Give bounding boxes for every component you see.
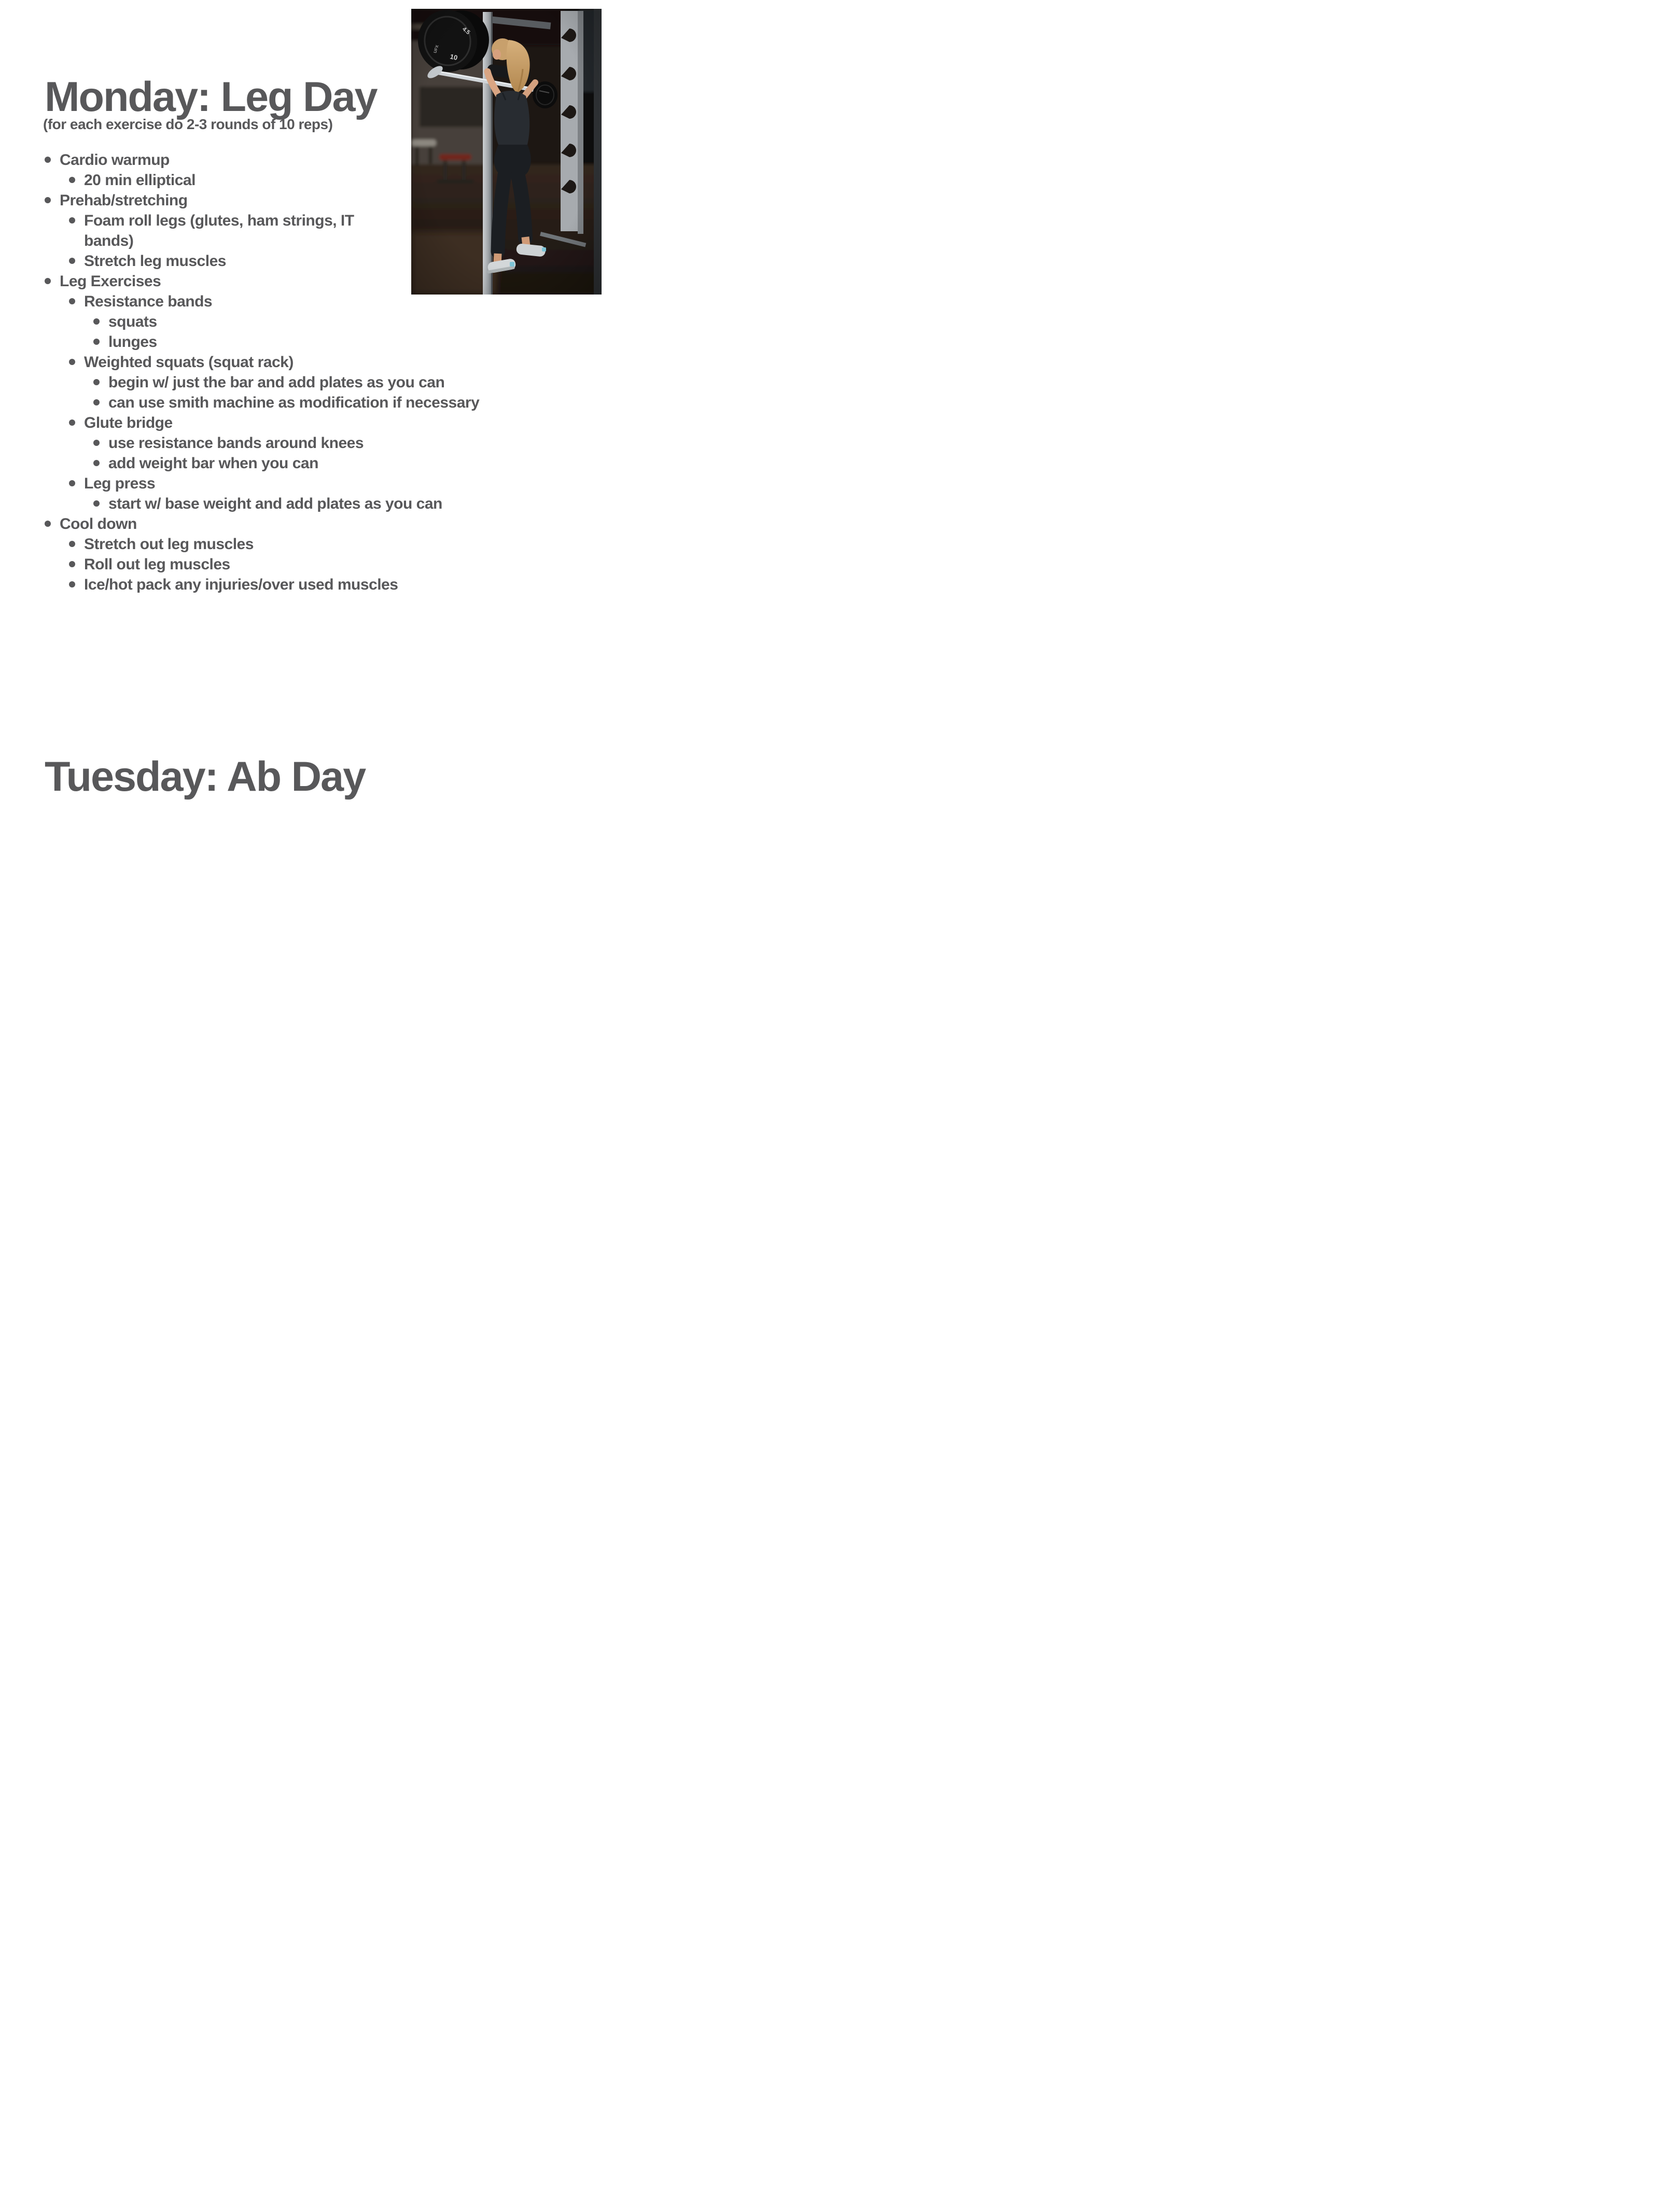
- bullet-icon: [69, 298, 75, 304]
- list-item-text: Foam roll legs (glutes, ham strings, IT: [84, 212, 354, 229]
- monday-subtitle: (for each exercise do 2-3 rounds of 10 reps): [43, 116, 333, 132]
- list-item: [0, 312, 622, 332]
- list-item-text: Cardio warmup: [60, 151, 170, 169]
- list-item: [0, 413, 622, 433]
- list-item: [0, 494, 622, 514]
- list-item-text: begin w/ just the bar and add plates as you can: [108, 374, 445, 391]
- list-item: [0, 372, 622, 393]
- bullet-icon: [69, 359, 75, 365]
- bullet-icon: [45, 278, 51, 284]
- list-item-text: add weight bar when you can: [108, 455, 318, 472]
- photo-vignette: [411, 9, 602, 295]
- page-title-tuesday: Tuesday: Ab Day: [45, 753, 366, 801]
- list-item-text: Resistance bands: [84, 293, 213, 310]
- gym-squat-photo: [411, 9, 602, 295]
- bullet-icon: [93, 440, 100, 446]
- bullet-icon: [93, 460, 100, 466]
- list-item: [0, 393, 622, 413]
- bullet-icon: [45, 521, 51, 527]
- list-item-text: lunges: [108, 333, 157, 351]
- workout-plan-page: [0, 0, 622, 829]
- list-item: [0, 514, 622, 534]
- list-item: [0, 473, 622, 494]
- list-item: [0, 352, 622, 372]
- gym-squat-photo-illustration: [411, 9, 602, 295]
- list-item: [0, 453, 622, 473]
- list-item-text: squats: [108, 313, 157, 330]
- list-item-text: Leg Exercises: [60, 273, 161, 290]
- list-item-text: 20 min elliptical: [84, 172, 196, 189]
- bullet-icon: [93, 500, 100, 507]
- list-item-text: Prehab/stretching: [60, 192, 188, 209]
- list-item-text: Glute bridge: [84, 414, 173, 431]
- bullet-icon: [69, 541, 75, 547]
- list-item-text: can use smith machine as modification if necessary: [108, 394, 480, 411]
- bullet-icon: [45, 157, 51, 163]
- list-item-text: Leg press: [84, 475, 156, 492]
- list-item-text: Ice/hot pack any injuries/over used muscles: [84, 576, 398, 593]
- list-item-text: Weighted squats (squat rack): [84, 354, 294, 371]
- list-item: [0, 332, 622, 352]
- list-item-text: Stretch out leg muscles: [84, 536, 254, 553]
- bullet-icon: [69, 480, 75, 486]
- bullet-icon: [45, 197, 51, 203]
- list-item-text: start w/ base weight and add plates as you can: [108, 495, 442, 512]
- list-item: [0, 534, 622, 554]
- bullet-icon: [93, 379, 100, 385]
- list-item: [0, 554, 622, 575]
- bullet-icon: [69, 419, 75, 426]
- bullet-icon: [93, 399, 100, 405]
- list-item: [0, 433, 622, 453]
- list-item-text: Roll out leg muscles: [84, 556, 230, 573]
- bullet-icon: [93, 339, 100, 345]
- bullet-icon: [69, 561, 75, 567]
- list-item-text: bands): [84, 232, 134, 249]
- bullet-icon: [69, 177, 75, 183]
- list-item-text: Stretch leg muscles: [84, 253, 226, 270]
- list-item-text: use resistance bands around knees: [108, 435, 364, 452]
- list-item: [0, 575, 622, 595]
- bullet-icon: [69, 217, 75, 223]
- page-title-monday: Monday: Leg Day: [45, 74, 377, 121]
- bullet-icon: [69, 258, 75, 264]
- list-item-text: Cool down: [60, 515, 137, 533]
- bullet-icon: [69, 581, 75, 587]
- bullet-icon: [93, 318, 100, 325]
